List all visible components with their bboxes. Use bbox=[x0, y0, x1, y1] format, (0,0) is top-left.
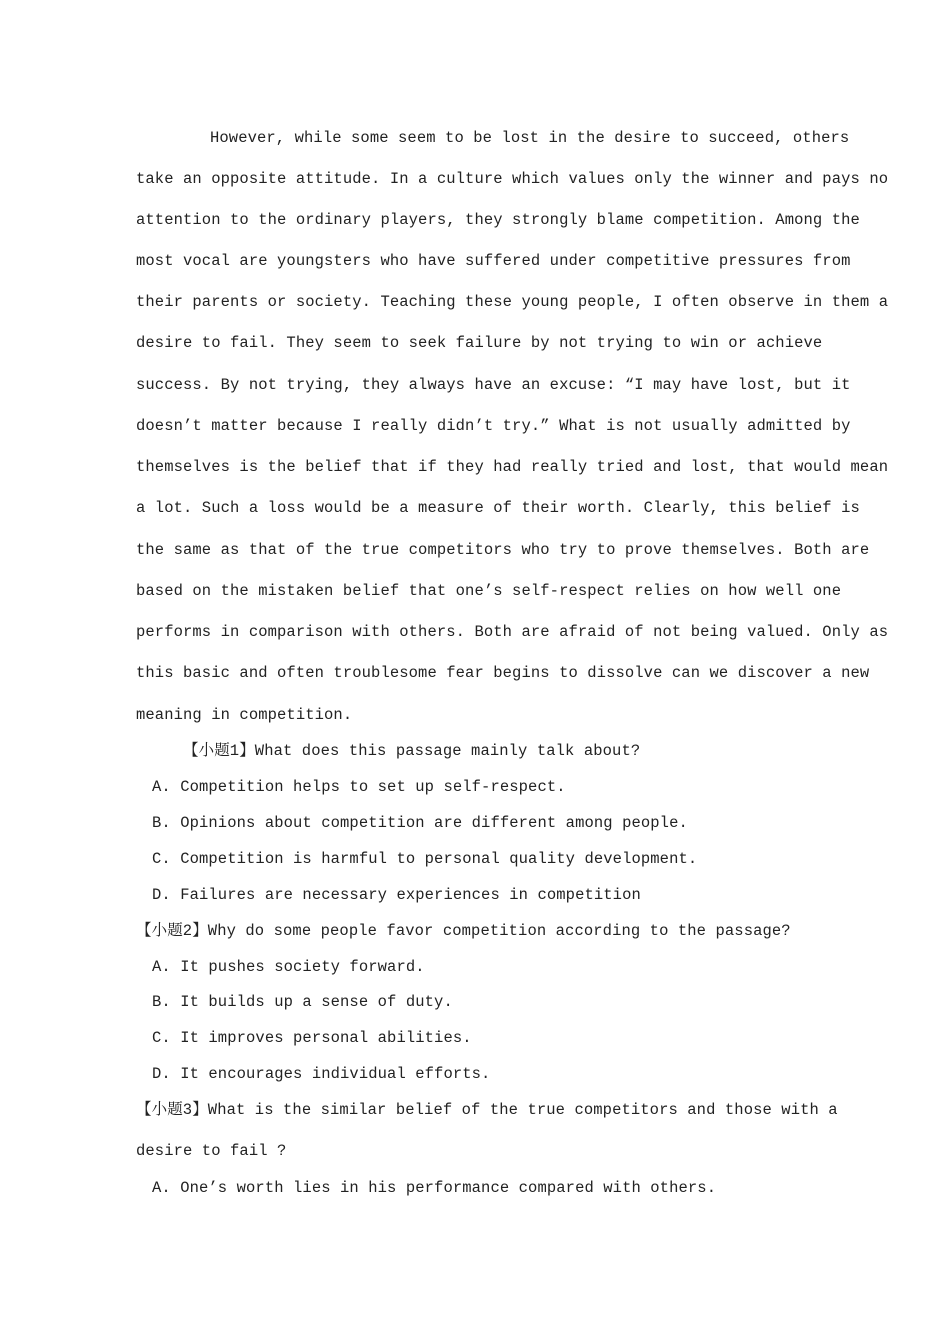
question-stem: 【小题3】What is the similar belief of the true competitors and those with a bbox=[136, 1101, 838, 1119]
passage-line: desire to fail. They seem to seek failure by not trying to win or achieve bbox=[136, 334, 823, 352]
passage-line: the same as that of the true competitors who try to prove themselves. Both are bbox=[136, 541, 870, 559]
passage-line: based on the mistaken belief that one’s self-respect relies on how well one bbox=[136, 582, 842, 600]
answer-option: C. It improves personal abilities. bbox=[152, 1029, 472, 1047]
passage-line: take an opposite attitude. In a culture which values only the winner and pays no bbox=[136, 170, 889, 188]
passage-line: success. By not trying, they always have an excuse: “I may have lost, but it bbox=[136, 376, 851, 394]
passage-line: this basic and often troublesome fear begins to dissolve can we discover a new bbox=[136, 664, 870, 682]
answer-option: A. One’s worth lies in his performance compared with others. bbox=[152, 1179, 717, 1197]
question-stem: desire to fail ? bbox=[136, 1142, 287, 1160]
question-stem: 【小题1】What does this passage mainly talk about? bbox=[183, 742, 641, 760]
question-stem: 【小题2】Why do some people favor competition according to the passage? bbox=[136, 922, 791, 940]
passage-line: their parents or society. Teaching these young people, I often observe in them a bbox=[136, 293, 889, 311]
passage-line: a lot. Such a loss would be a measure of their worth. Clearly, this belief is bbox=[136, 499, 860, 517]
passage-line: However, while some seem to be lost in the desire to succeed, others bbox=[210, 129, 850, 147]
passage-line: meaning in competition. bbox=[136, 706, 353, 724]
answer-option: D. It encourages individual efforts. bbox=[152, 1065, 491, 1083]
answer-option: B. Opinions about competition are different among people. bbox=[152, 814, 688, 832]
passage-line: performs in comparison with others. Both are afraid of not being valued. Only as bbox=[136, 623, 889, 641]
passage-line: most vocal are youngsters who have suffered under competitive pressures from bbox=[136, 252, 851, 270]
answer-option: C. Competition is harmful to personal quality development. bbox=[152, 850, 698, 868]
passage-line: doesn’t matter because I really didn’t try.” What is not usually admitted by bbox=[136, 417, 851, 435]
answer-option: B. It builds up a sense of duty. bbox=[152, 993, 453, 1011]
answer-option: A. It pushes society forward. bbox=[152, 958, 425, 976]
answer-option: D. Failures are necessary experiences in competition bbox=[152, 886, 641, 904]
passage-line: attention to the ordinary players, they strongly blame competition. Among the bbox=[136, 211, 860, 229]
passage-line: themselves is the belief that if they had really tried and lost, that would mean bbox=[136, 458, 889, 476]
answer-option: A. Competition helps to set up self-respect. bbox=[152, 778, 566, 796]
